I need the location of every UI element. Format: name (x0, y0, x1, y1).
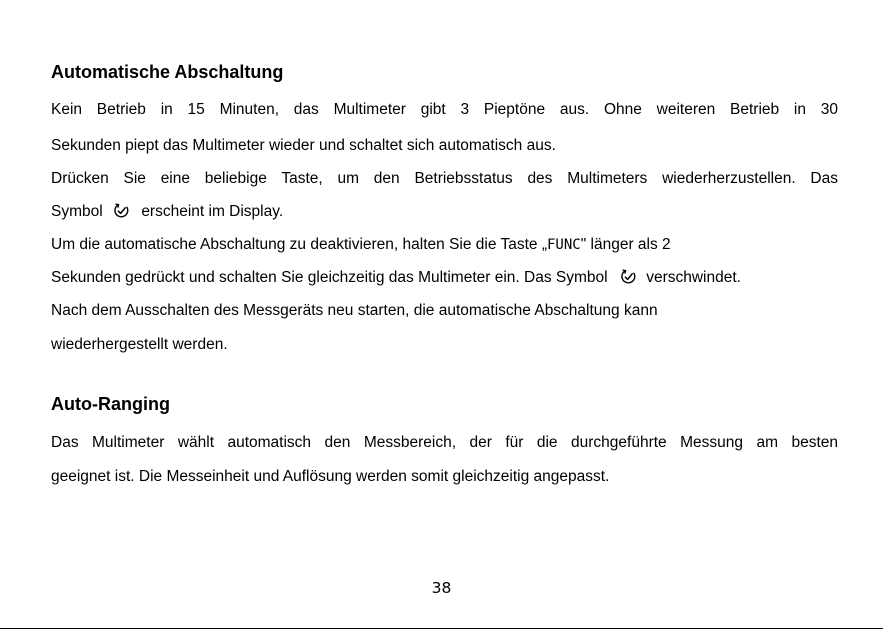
paragraph-line: Kein Betrieb in 15 Minuten, das Multimeter gibt 3 Pieptöne aus. Ohne weiteren Betrieb in 30 (51, 101, 838, 118)
paragraph-line: wiederhergestellt werden. (51, 336, 228, 353)
paragraph-text: Sekunden gedrückt und schalten Sie gleichzeitig das Multimeter ein. Das Symbol (51, 269, 608, 286)
page-number: 38 (431, 579, 452, 597)
paragraph-text: Um die automatische Abschaltung zu deaktivieren, halten Sie die Taste „ (51, 236, 547, 253)
paragraph-text: " länger als 2 (580, 236, 671, 253)
paragraph-line: Drücken Sie eine beliebige Taste, um den Betriebsstatus des Multimeters wiederherzustellen. Das (51, 170, 838, 187)
paragraph-text: erscheint im Display. (141, 203, 284, 220)
section-heading-auto-power-off: Automatische Abschaltung (51, 62, 284, 82)
paragraph-line-func (51, 235, 671, 255)
paragraph-line: Sekunden piept das Multimeter wieder und schaltet sich automatisch aus. (51, 137, 556, 154)
section-heading-auto-ranging: Auto-Ranging (51, 394, 170, 414)
paragraph-text: Symbol (51, 203, 103, 220)
paragraph-line-vanish (51, 268, 741, 288)
paragraph-line: Das Multimeter wählt automatisch den Messbereich, der für die durchgeführte Messung am besten (51, 434, 838, 451)
paragraph-line: geeignet ist. Die Messeinheit und Auflösung werden somit gleichzeitig angepasst. (51, 468, 610, 485)
paragraph-line: Nach dem Ausschalten des Messgeräts neu starten, die automatische Abschaltung kann (51, 302, 658, 319)
auto-power-off-icon (620, 268, 637, 285)
auto-power-off-icon (113, 202, 130, 219)
paragraph-text: verschwindet. (646, 269, 741, 286)
paragraph-line-symbol (51, 202, 283, 222)
func-key-label: FUNC (547, 237, 581, 253)
footer-divider (0, 628, 883, 629)
